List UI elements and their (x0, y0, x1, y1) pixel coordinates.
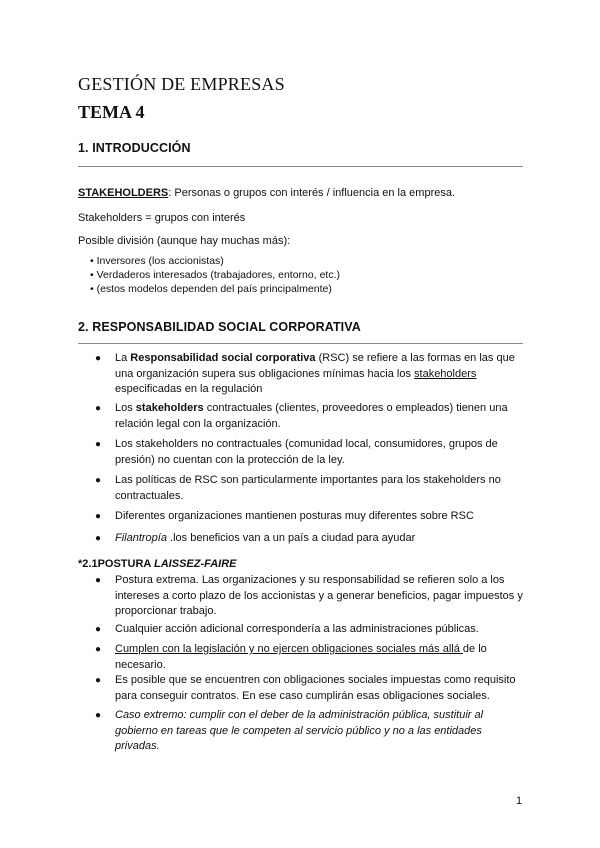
text: Es posible que se encuentren con obligaciones sociales impuestas como requisito para conseguir contratos. En ese caso cumplirán esas obligaciones sociales. (115, 674, 516, 702)
filantropia-term: Filantropía (115, 532, 167, 544)
bullet-icon: ● (95, 575, 102, 586)
bullet-icon: ● (95, 475, 102, 486)
list-item (95, 573, 527, 620)
stakeholders-term: stakeholders (135, 402, 204, 414)
section-2-heading: 2. RESPONSABILIDAD SOCIAL CORPORATIVA (78, 320, 361, 334)
section-2-divider (78, 343, 523, 344)
list-item (95, 642, 527, 673)
text: de lo necesario. (115, 643, 487, 671)
text: Postura extrema. Las organizaciones y su responsabilidad se refieren solo a los intereses a corto plazo de los accionistas y a generar beneficios, pagar impuestos y proporcionar trabajo. (115, 574, 523, 617)
bullet-icon: ● (95, 533, 102, 544)
bullet-icon: ● (95, 511, 102, 522)
list-item (95, 708, 527, 755)
bullet-icon: ● (95, 439, 102, 450)
section-2-1-heading (78, 558, 237, 570)
text: Caso extremo: cumplir con el deber de la administración pública, sustituir al gobierno en tareas que le competen al servicio público y no a las entidades privadas. (115, 709, 484, 752)
document-title: GESTIÓN DE EMPRESAS (78, 74, 285, 94)
list-item (95, 437, 525, 468)
stakeholders-definition (78, 186, 455, 200)
list-item (95, 473, 525, 504)
list-item (95, 622, 527, 638)
rsc-term: Responsabilidad social corporativa (130, 352, 316, 364)
list-item (95, 531, 525, 547)
bullet-icon: ● (95, 353, 102, 364)
stakeholders-term: STAKEHOLDERS (78, 187, 169, 199)
text: .los beneficios van a un país a ciudad para ayudar (166, 532, 416, 544)
text: Las políticas de RSC son particularmente importantes para los stakeholders no contractuales. (115, 474, 501, 502)
text: Cualquier acción adicional correspondería a las administraciones públicas. (115, 623, 479, 635)
bullet-icon: ● (95, 675, 102, 686)
list-item (95, 509, 525, 525)
text: Los stakeholders no contractuales (comunidad local, consumidores, grupos de presión) no cuentan con la protección de la ley. (115, 438, 498, 466)
division-intro: Posible división (aunque hay muchas más): (78, 235, 291, 247)
bullet-icon: ● (95, 624, 102, 635)
bullet-icon: ● (95, 403, 102, 414)
bullet-icon: ● (95, 644, 102, 655)
stakeholders-def-text: : Personas o grupos con interés / influencia en la empresa. (168, 187, 456, 199)
underlined-text: Cumplen con la legislación y no ejercen obligaciones sociales más allá (115, 643, 463, 655)
text: especificadas en la regulación (115, 383, 263, 395)
text: Los (115, 402, 136, 414)
division-item: • Verdaderos interesados (trabajadores, entorno, etc.) (90, 269, 340, 281)
bullet-icon: ● (95, 710, 102, 721)
text: contractuales (clientes, proveedores o empleados) tienen una relación legal con la organización. (115, 402, 508, 430)
section-1-divider (78, 166, 523, 167)
list-item (95, 673, 527, 704)
laissez-faire-term: LAISSEZ-FAIRE (154, 558, 237, 570)
division-item: • Inversores (los accionistas) (90, 255, 224, 267)
list-item (95, 401, 525, 432)
text: La (115, 352, 131, 364)
text: *2.1POSTURA (78, 558, 155, 570)
list-item (95, 351, 525, 398)
text: (RSC) se refiere a las formas en las que una organización supera sus obligaciones mínimas hacia los (115, 352, 515, 380)
stakeholders-link-text: stakeholders (414, 367, 477, 380)
section-1-heading: 1. INTRODUCCIÓN (78, 141, 191, 155)
stakeholders-equivalence: Stakeholders = grupos con interés (78, 212, 246, 224)
document-subtitle: TEMA 4 (78, 102, 145, 122)
division-item: • (estos modelos dependen del país principalmente) (90, 283, 332, 295)
page-number: 1 (516, 795, 523, 807)
text: Diferentes organizaciones mantienen posturas muy diferentes sobre RSC (115, 510, 474, 522)
